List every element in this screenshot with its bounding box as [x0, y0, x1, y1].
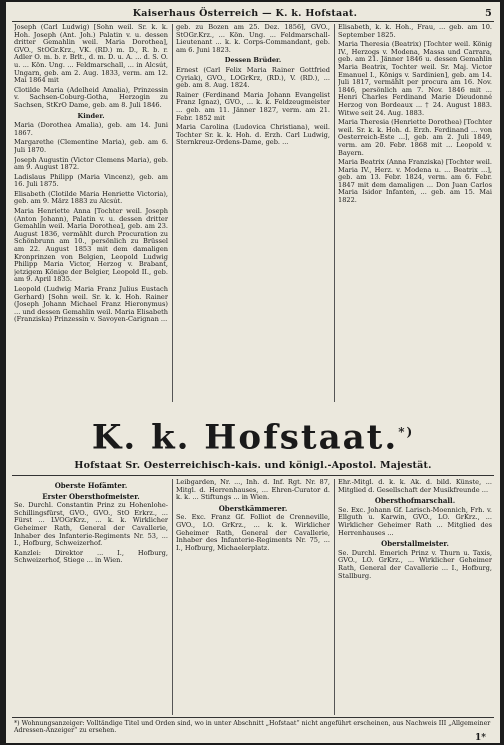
footnote-rule — [12, 717, 494, 718]
running-title: Kaiserhaus Österreich — K. k. Hofstaat. — [132, 7, 358, 19]
entry-paragraph: Joseph Augustin (Victor Clemens Maria), geb. am 9. August 1872. — [14, 155, 168, 172]
entry-paragraph: Ladislaus Philipp (Maria Vincenz), geb. am 16. Juli 1875. — [14, 172, 168, 189]
column-divider — [334, 479, 335, 715]
header-rule — [12, 21, 494, 22]
signature-mark: 1* — [475, 733, 486, 743]
entry-paragraph: Maria (Dorothea Amalia), geb. am 14. Juni 1867. — [14, 121, 168, 137]
footnote: *) Wohnungsanzeiger: Volltändige Titel und Orden sind, wo in unter Abschnitt „Hofstaat“ nicht angeführt erscheinen, aus Nachweis III „Allgemeiner Adressen-Anzeiger“ zu ersehen. — [14, 720, 491, 735]
entry-paragraph: Kanzlei: Direktor ... I., Hofburg, Schweizerhof, Stiege ... in Wien. — [14, 548, 168, 565]
document-page — [6, 2, 500, 743]
entry-paragraph: Joseph (Carl Ludwig) [Sohn weil. Sr. k. k. Hoh. Joseph (Ant. Joh.) Palatin v. u. dessen dritter Gemahlin weil. Maria Dorothea], GVO., StOGr.Krz., VK. (RD.) m. D., R. b. r. Adler O. m. b. r. Brlt., d. m. D. u. A. ... d. S. O. u. ... Kön. Ung. ... Feldmarschall, ... in Alcsút, Ungarn, geb. am 2. Aug. 1833, verm. am 12. Mai 1864 mit — [14, 24, 168, 85]
bottom-middle-column — [176, 479, 330, 715]
entry-paragraph: Se. Durchl. Emerich Prinz v. Thurn u. Taxis, GVO., LO. GrKrz., ... Wirklicher Geheimer Rath, General der Cavallerie ... I., Hofburg, Stallburg. — [338, 548, 492, 580]
column-heading: Oberstkämmerer. — [218, 503, 288, 513]
footnote-marker: *) — [398, 425, 415, 439]
subtitle-rule — [12, 475, 494, 476]
column-divider — [334, 24, 335, 402]
entry-paragraph: Ernest (Carl Felix Maria Rainer Gottfried Cyriak), GVO., LOGrKrz, (RD.), V. (RD.), ... geb. am 8. Aug. 1824. — [176, 65, 330, 90]
column-divider — [172, 24, 173, 402]
top-middle-column — [176, 24, 330, 402]
entry-paragraph: Rainer (Ferdinand Maria Johann Evangelist Franz Ignaz), GVO., ... k. k. Feldzeugmeister ... geb. am 11. Jänner 1827, verm. am 21. Febr. 1852 mit — [176, 90, 330, 122]
entry-paragraph: Maria Beatrix (Anna Franziska) [Tochter weil. Maria IV., Herz. v. Modena u. ... Beatrix ...], geb. am 13. Febr. 1824, verm. am 6. Febr. 1847 mit dem damaligen ... Don Juan Carlos Maria Isidor Infanten, ... geb. am 15. Mai 1822. — [338, 158, 492, 205]
entry-paragraph: Maria Theresia (Beatrix) [Tochter weil. König IV., Herzogs v. Modena, Massa und Carrara, geb. am 21. Jänner 1846 u. dessen Gemahlin Maria Beatrix, Tochter weil. Sr. Maj. Victor Emanuel I., Königs v. Sardinien], geb. am 14. Juli 1817, vermählt per procura am 16. Nov. 1846, persönlich am 7. Nov. 1846 mit ... Henri Charles Ferdinand Marie Dieudonné Herzog von Bordeaux ... † 24. August 1883. Witwe seit 24. Aug. 1883. — [338, 40, 492, 117]
entry-paragraph: geb. zu Bozen am 25. Dez. 1856], GVO., StOGr.Krz., ... Kön. Ung. ... Feldmarschall-Lieutenant ... k. k. Corps-Commandant, geb. am 6. Juni 1823. — [176, 24, 330, 54]
entry-paragraph: Se. Durchl. Constantin Prinz zu Hohenlohe-Schillingsfürst, GVO., GVO., StO Erkrz., ... Fürst ... LVOGrKrz., ... k. k. Wirklicher Geheimer Rath, General der Cavallerie, Inhaber des Infanterie-Regiments Nr. 53, ... I., Hofburg, Schweizerhof. — [14, 501, 168, 548]
top-right-column — [338, 24, 492, 402]
entry-paragraph: Maria Theresia (Henriette Dorothea) [Tochter weil. Sr. k. k. Hoh. d. Erzh. Ferdinand ... von Oesterreich-Este ...], geb. am 2. Juli 1849, verm. am 20. Febr. 1868 mit ... Leopold v. Bayern. — [338, 118, 492, 157]
entry-paragraph: Elisabeth (Clotilde Maria Henriette Victoria), geb. am 9. März 1883 zu Alcsút. — [14, 189, 168, 206]
column-heading: Dessen Brüder. — [224, 56, 282, 65]
entry-paragraph: Se. Exc. Franz Gf. Folliot de Crenneville, GVO., LO. GrKrz., ... k. k. Wirklicher Geheimer Rath, General der Cavallerie, Inhaber des Infanterie-Regiments Nr. 75, ... I., Hofburg, Michaelerplatz. — [176, 513, 330, 552]
bottom-right-column — [338, 479, 492, 715]
page-number: 5 — [485, 7, 492, 19]
entry-paragraph: Maria Carolina (Ludovica Christiana), weil. Tochter Sr. k. k. Hoh. d. Erzh. Carl Ludwig, Sternkreuz-Ordens-Dame, geb. ... — [176, 123, 330, 147]
section-title — [6, 412, 500, 457]
entry-paragraph: Ehr.-Mitgl. d. k. k. Ak. d. bild. Künste, ... Mitglied d. Gesellschaft der Musikfreunde ... — [338, 479, 492, 494]
running-header — [14, 6, 492, 20]
entry-paragraph: Maria Henriette Anna [Tochter weil. Joseph (Anton Johann), Palatin v. u. dessen dritter Gemahlin weil. Maria Dorothea], geb. am 23. August 1836, vermählt durch Procuration zu Schönbrunn am 10., persönlich zu Brüssel am 22. August 1853 mit dem damaligen Kronprinzen von Belgien, Leopold Ludwig Philipp Maria Victor, Herzog v. Brabant, jetzigem Könige der Belgier, Leopold II., geb. am 9. April 1835. — [14, 207, 168, 284]
entry-paragraph: Elisabeth, k. k. Hoh., Frau, ... geb. am 10. September 1825. — [338, 24, 492, 39]
section-title-text: K. k. Hofstaat. — [91, 417, 399, 458]
column-heading: Erster Obersthofmeister. — [42, 491, 140, 501]
entry-paragraph: Leibgarden, Nr. ..., Inh. d. Inf. Rgt. Nr. 87, Mitgl. d. Herrenhauses, ... Ehren-Curator d. k. k. ... Stiftungs ... in Wien. — [176, 479, 330, 502]
column-divider — [172, 479, 173, 715]
section-subtitle: Hofstaat Sr. Oesterreichisch-kais. und königl.-Apostol. Majestät. — [74, 460, 432, 471]
top-left-column — [14, 24, 168, 402]
column-heading: Kinder. — [77, 111, 105, 120]
column-heading: Oberstallmeister. — [381, 539, 449, 549]
entry-paragraph: Clotilde Maria (Adelheid Amalia), Prinzessin v. Sachsen-Coburg-Gotha, Herzogin zu Sachsen, StKrO Dame, geb. am 8. Juli 1846. — [14, 85, 168, 109]
entry-paragraph: Leopold (Ludwig Maria Franz Julius Eustach Gerhard) [Sohn weil. Sr. k. k. Hoh. Rainer (Joseph Johann Michael Franz Hieronymus) ... und dessen Gemahlin weil. Maria Elisabeth (Franziska) Prinzessin v. Savoyen-Carignan ... — [14, 285, 168, 324]
bottom-left-column — [14, 479, 168, 715]
entry-paragraph: Margarethe (Clementine Maria), geb. am 6. Juli 1870. — [14, 138, 168, 154]
column-heading: Oberste Hofämter. — [54, 481, 128, 490]
entry-paragraph: Se. Exc. Johann Gf. Larisch-Moennich, Frh. v. Ellguth u. Karwin, GVO., LO. GrKrz., ... Wirklicher Geheimer Rath ... Mitglied des Herrenhauses ... — [338, 505, 492, 537]
column-heading: Obersthofmarschall. — [374, 496, 456, 506]
